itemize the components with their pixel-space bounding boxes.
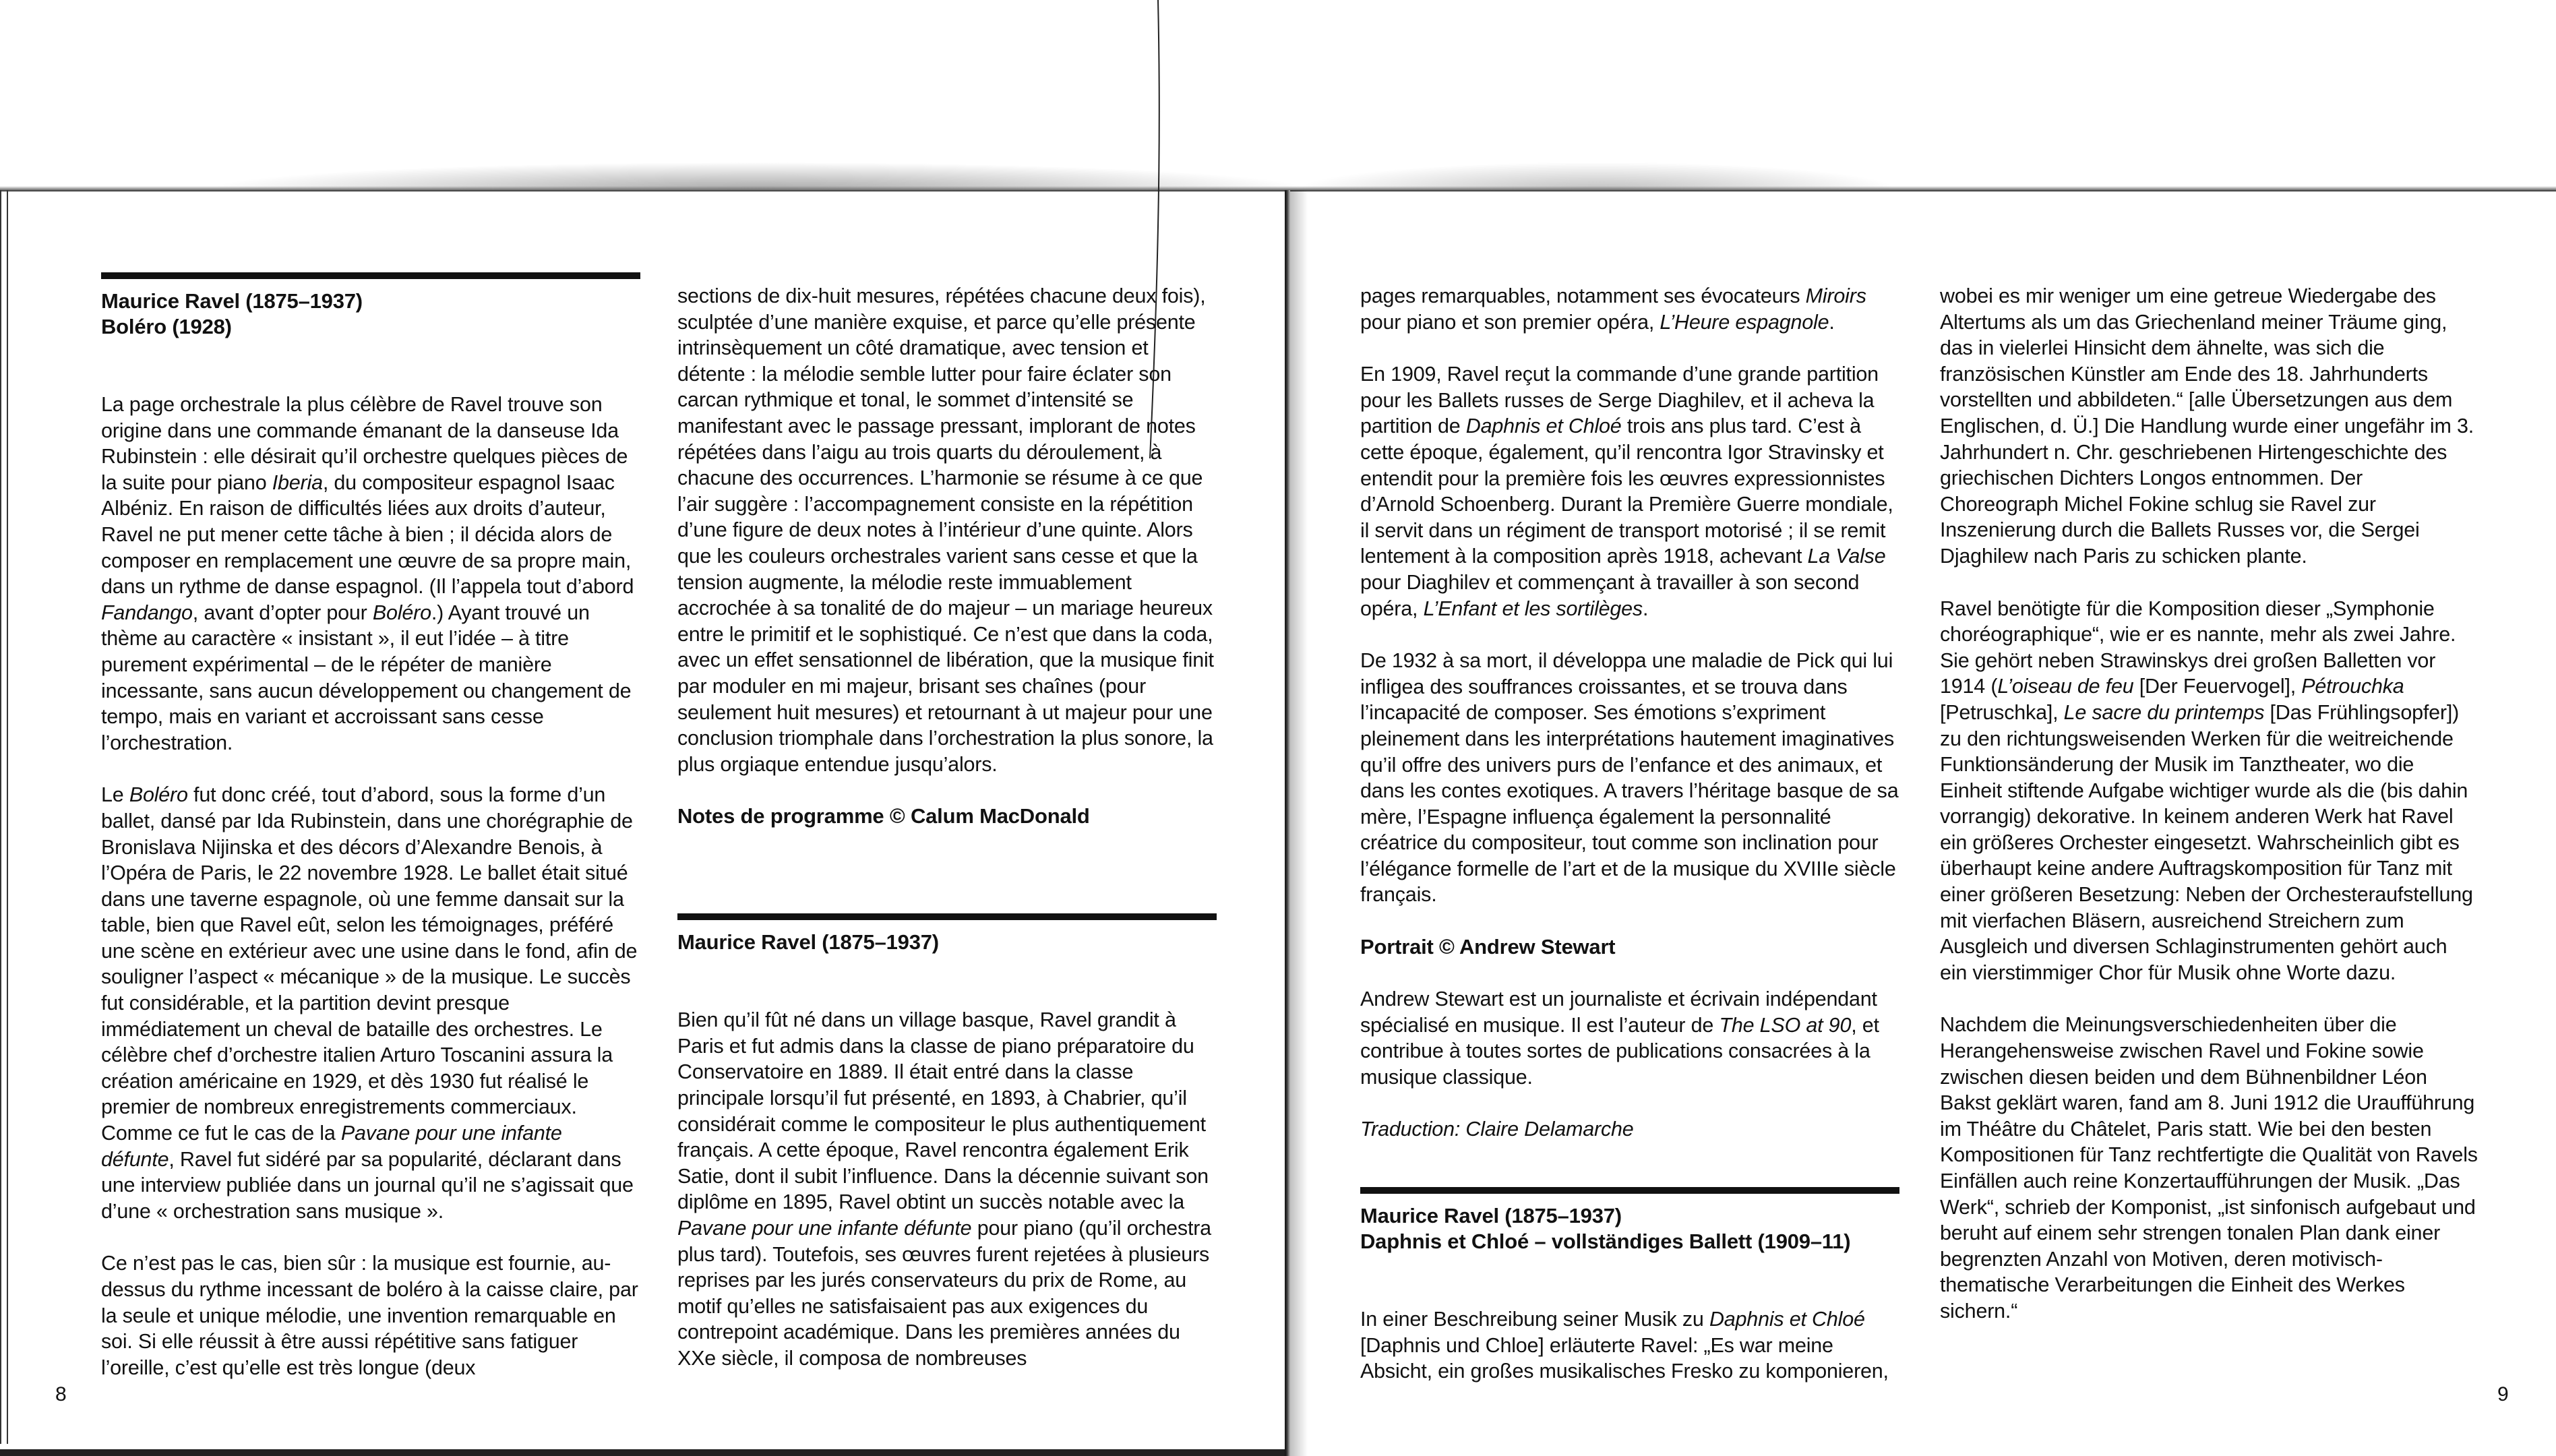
biography-heading: Maurice Ravel (1875–1937) [677,930,939,954]
paragraph [677,283,1217,777]
text-run: trois ans plus tard. C’est à cette époque, également, qu’il rencontra Igor Stravinsky et entendit pour la première fois les œuvres expressionnistes d’Arnold Schoenberg. Durant la Première Guerre mondiale, il servit dans un régiment de transport motorisé ; il se remit lentement à la composition après 1918, achevant [1360,415,1893,568]
composer-heading: Maurice Ravel (1875–1937) [1360,1204,1622,1228]
work-heading: Daphnis et Chloé – vollständiges Ballett (1909–11) [1360,1230,1851,1254]
text-run: pour Diaghilev et commençant à travailler à son second opéra, [1360,570,1860,620]
section-rule [677,913,1217,920]
italic-title: Fandango [101,601,193,624]
paragraph [101,392,640,756]
italic-title: Pavane pour une infante défunte [101,1122,562,1171]
body-text [677,1007,1217,1371]
text-run: pour piano et son premier opéra, [1360,310,1660,334]
text-run: Nachdem die Meinungsverschiedenheiten über die Herangehensweise zwischen Ravel und Fokine sowie zwischen diesen beiden und dem Bühnenbildner Léon Bakst geklärt waren, fand am 8. Juni 1912 die Uraufführung im Théâtre du Châtelet, Paris statt. Wie bei den besten Kompositionen für Tanz rechtfertigte die Qualität von Ravels Einfällen auch reine Konzertaufführungen der Musik. „Das Werk“, schrieb der Komponist, „ist sinfonisch aufgebaut und beruht auf einem sehr strengen tonalen Plan dank einer begrenzten Anzahl von Motiven, deren motivisch-thematische Verarbeitungen die Einheit des Werkes sichern.“ [1940,1013,2478,1323]
text-run: [Daphnis und Chloe] erläuterte Ravel: „Es war meine Absicht, ein großes musikalisches Fresko zu komponieren, [1360,1333,1889,1383]
text-run: wobei es mir weniger um eine getreue Wiedergabe des Altertums als um das Griechenland meiner Träume ging, das in vielerlei Hinsicht dem ähnelte, was sich die französischen Künstler am Ende des 18. Jahrhunderts vorstellten und abbildeten.“ [alle Übersetzungen aus dem Englischen, d. Ü.] Die Handlung wurde einer ungefähr im 3. Jahrhundert n. Chr. geschriebenen Hirtengeschichte des griechischen Dichters Longos entnommen. Der Choreograph Michel Fokine schlug sie Ravel zur Inszenierung durch die Ballets Russes vor, die Sergei Djaghilew nach Paris zu schicken plante. [1940,284,2474,568]
text-run: La page orchestrale la plus célèbre de Ravel trouve son origine dans une commande émanant de la danseuse Ida Rubinstein : elle désirait qu’il orchestre quelques pièces de la suite pour piano [101,393,628,494]
section-rule [1360,1187,1899,1194]
section-rule [101,272,640,279]
work-heading: Boléro (1928) [101,315,232,338]
text-run: De 1932 à sa mort, il développa une maladie de Pick qui lui infligea des souffrances croissantes, et se trouva dans l’incapacité de composer. Ses émotions s’expriment pleinement dans les interprétations hautement imaginatives qu’il offre des univers purs de l’enfance et des animaux, et dans les contes exotiques. A travers l’héritage basque de sa mère, l’Espagne influença également la personnalité créatrice du compositeur, tout comme son inclination pour l’élégance formelle de l’art et de la musique du XVIIIe siècle français. [1360,649,1899,907]
text-run: . [1642,597,1649,620]
text-run: , avant d’opter pour [192,601,373,624]
text-run: fut donc créé, tout d’abord, sous la forme d’un ballet, dansé par Ida Rubinstein, dans une chorégraphie de Bronislava Nijinska et des décors d’Alexandre Benois, à l’Opéra de Paris, le 22 novembre 1928. Le ballet était situé dans une taverne espagnole, où une femme dansait sur la table, bien que Ravel eût, selon les témoignages, préféré une scène en extérieur avec une usine dans le fond, afin de souligner l’aspect « mécanique » de la musique. Le succès fut considérable, et la partition devint presque immédiatement un cheval de bataille des orchestres. Le célèbre chef d’orchestre italien Arturo Toscanini assura la création américaine en 1929, et dès 1930 fut réalisé le premier de nombreux enregistrements commerciaux. Comme ce fut le cas de la [101,783,638,1145]
portrait-text [1360,986,1899,1090]
paragraph [677,1007,1217,1371]
paragraph [101,1250,640,1381]
text-run: sections de dix-huit mesures, répétées chacune deux fois), sculptée d’une manière exquise, et parce qu’elle présente intrinsèquement un côté dramatique, avec tension et détente : la mélodie semble lutter pour faire éclater son carcan rythmique et tonal, le sommet d’intensité se manifestant avec le passage pressant, implorant de notes répétées dans l’aigu au trois quarts du déroulement, à chacune des occurrences. L’harmonie se résume à ce que l’air suggère : l’accompagnement consiste en la répétition d’une figure de deux notes à l’intérieur d’une quinte. Alors que les couleurs orchestrales varient sans cesse et que la tension augmente, la mélodie reste immuablement accrochée à sa tonalité de do majeur – un mariage heureux entre le primitif et le sophistiqué. Ce n’est que dans la coda, avec un effet sensationnel de libération, que la musique finit par moduler en mi majeur, brisant ses chaînes (pour seulement huit mesures) et retournant à ut majeur pour une conclusion triomphale dans l’orchestration la plus sonore, la plus orgiaque entendue jusqu’alors. [677,284,1214,776]
spine-shadow [1290,190,1308,1456]
page-number-left: 8 [55,1383,67,1405]
right-page-column-1 [1360,283,1899,1411]
text-run: Le [101,783,129,807]
paragraph [1360,283,1899,335]
page-number-right: 9 [2497,1383,2509,1405]
left-page-column-1 [101,272,640,1407]
section-heading [101,289,640,340]
text-run: En 1909, Ravel reçut la commande d’une grande partition pour les Ballets russes de Serge Diaghilev, et il acheva la partition de [1360,363,1879,438]
booklet-left-edge [0,190,8,1444]
italic-title: L’Heure espagnole [1660,310,1829,334]
text-run: , Ravel fut sidéré par sa popularité, déclarant dans une interview publiée dans un journal qu’il ne s’agissait que d’une « orchestration sans musique ». [101,1147,634,1223]
text-run: Andrew Stewart est un journaliste et écrivain indépendant spécialisé en musique. Il est l’auteur de [1360,988,1877,1037]
text-run: [Der Feuervogel], [2133,675,2302,698]
text-run: , du compositeur espagnol Isaac Albéniz. En raison de difficultés liées aux droits d’auteur, Ravel ne put mener cette tâche à bien ; il décida alors de composer en remplacement une œuvre de sa propre main, dans un rythme de danse espagnol. (Il l’appela tout d’abord [101,471,634,599]
paragraph [1360,1306,1899,1385]
text-run: [Das Frühlingsopfer]) zu den richtungsweisenden Werken für die weitreichende Funktionsänderung der Musik im Tanztheater, wo die Einheit stiftende Aufgabe wichtiger wurde als die (bis dahin vorrangig) dekorative. In keinem anderen Werk hat Ravel ein größeres Orchester eingesetzt. Wahrscheinlich gibt es überhaupt keine andere Auftragskomposition für Tanz mit einer größeren Besetzung: Neben der Orchesteraufstellung mit vierfachen Bläsern, ausreichend Streichern zum Ausgleich und diversen Schlaginstrumenten gehört auch ein vierstimmiger Chor für Musik ohne Worte dazu. [1940,700,2473,984]
body-text [677,283,1217,777]
italic-title: Daphnis et Chloé [1465,415,1622,438]
text-run: In einer Beschreibung seiner Musik zu [1360,1308,1709,1331]
text-run: .) Ayant trouvé un thème au caractère « insistant », il eut l’idée – à titre purement expérimental – de le répéter de manière incessante, sans aucun développement ou changement de tempo, mais en variant et accroissant sans cesse l’orchestration. [101,601,632,754]
text-run: pages remarquables, notamment ses évocateurs [1360,284,1806,307]
italic-title: The LSO at 90 [1719,1013,1852,1037]
body-text [101,392,640,1381]
program-notes-credit: Notes de programme © Calum MacDonald [677,804,1090,828]
scan-background [0,0,2556,189]
italic-title: La Valse [1807,545,1886,568]
paragraph [1940,1012,2479,1324]
italic-title: L’oiseau de feu [1997,675,2134,698]
translation-credit: Traduction: Claire Delamarche [1360,1118,1634,1141]
section-heading [1360,1203,1899,1254]
paragraph [101,782,640,1224]
italic-title: Pétrouchka [2301,675,2404,698]
body-text [1360,1306,1899,1385]
right-page-column-2 [1940,283,2479,1351]
paragraph [1360,361,1899,621]
italic-title: Miroirs [1805,284,1866,307]
text-run: pour piano (qu’il orchestra plus tard). Toutefois, ses œuvres furent rejetées à plusieurs reprises par les jurés conservateurs du prix de Rome, au motif qu’elles ne satisfaisaient pas aux exigences du contrepoint académique. Dans les premières années du XXe siècle, il composa de nombreuses [677,1217,1211,1370]
booklet-bottom-edge [0,1449,1287,1456]
paragraph [1360,648,1899,908]
italic-title: Iberia [272,471,323,494]
composer-heading: Maurice Ravel (1875–1937) [101,289,363,313]
text-run: . [1829,310,1835,334]
booklet-top-edge [0,186,2556,191]
body-text [1940,283,2479,1325]
portrait-credit: Portrait © Andrew Stewart [1360,935,1616,959]
italic-title: L’Enfant et les sortilèges [1423,597,1643,620]
italic-title: Boléro [372,601,431,624]
text-run: Bien qu’il fût né dans un village basque, Ravel grandit à Paris et fut admis dans la classe de piano préparatoire du Conservatoire en 1889. Il était entré dans la classe principale lorsqu’il fut présenté, en 1893, à Chabrier, qu’il considérait comme le compositeur le plus authentiquement français. A cette époque, Ravel rencontra également Erik Satie, dont il subit l’influence. Dans la décennie suivant son diplôme en 1895, Ravel obtint un succès notable avec la [677,1008,1209,1214]
booklet-spine [1285,190,1290,1456]
paragraph [1940,596,2479,986]
text-run: , et contribue à toutes sortes de publications consacrées à la musique classique. [1360,1013,1879,1089]
body-text [1360,283,1899,908]
text-run: [Petruschka], [1940,700,2064,724]
italic-title: Boléro [129,783,188,807]
italic-title: Le sacre du printemps [2063,700,2265,724]
text-run: Ce n’est pas le cas, bien sûr : la musique est fournie, au-dessus du rythme incessant de boléro à la caisse claire, par la seule et unique mélodie, une invention remarquable en soi. Si elle réussit à être aussi répétitive sans fatiguer l’oreille, c’est qu’elle est très longue (deux [101,1252,638,1379]
text-run: Ravel benötigte für die Komposition dieser „Symphonie choréographique“, wie er es nannte, mehr als zwei Jahre. Sie gehört neben Strawinskys drei großen Balletten vor 1914 ( [1940,597,2456,698]
paragraph [1940,283,2479,570]
italic-title: Pavane pour une infante défunte [677,1217,972,1240]
left-page-column-2 [677,283,1217,1398]
italic-title: Daphnis et Chloé [1709,1308,1865,1331]
